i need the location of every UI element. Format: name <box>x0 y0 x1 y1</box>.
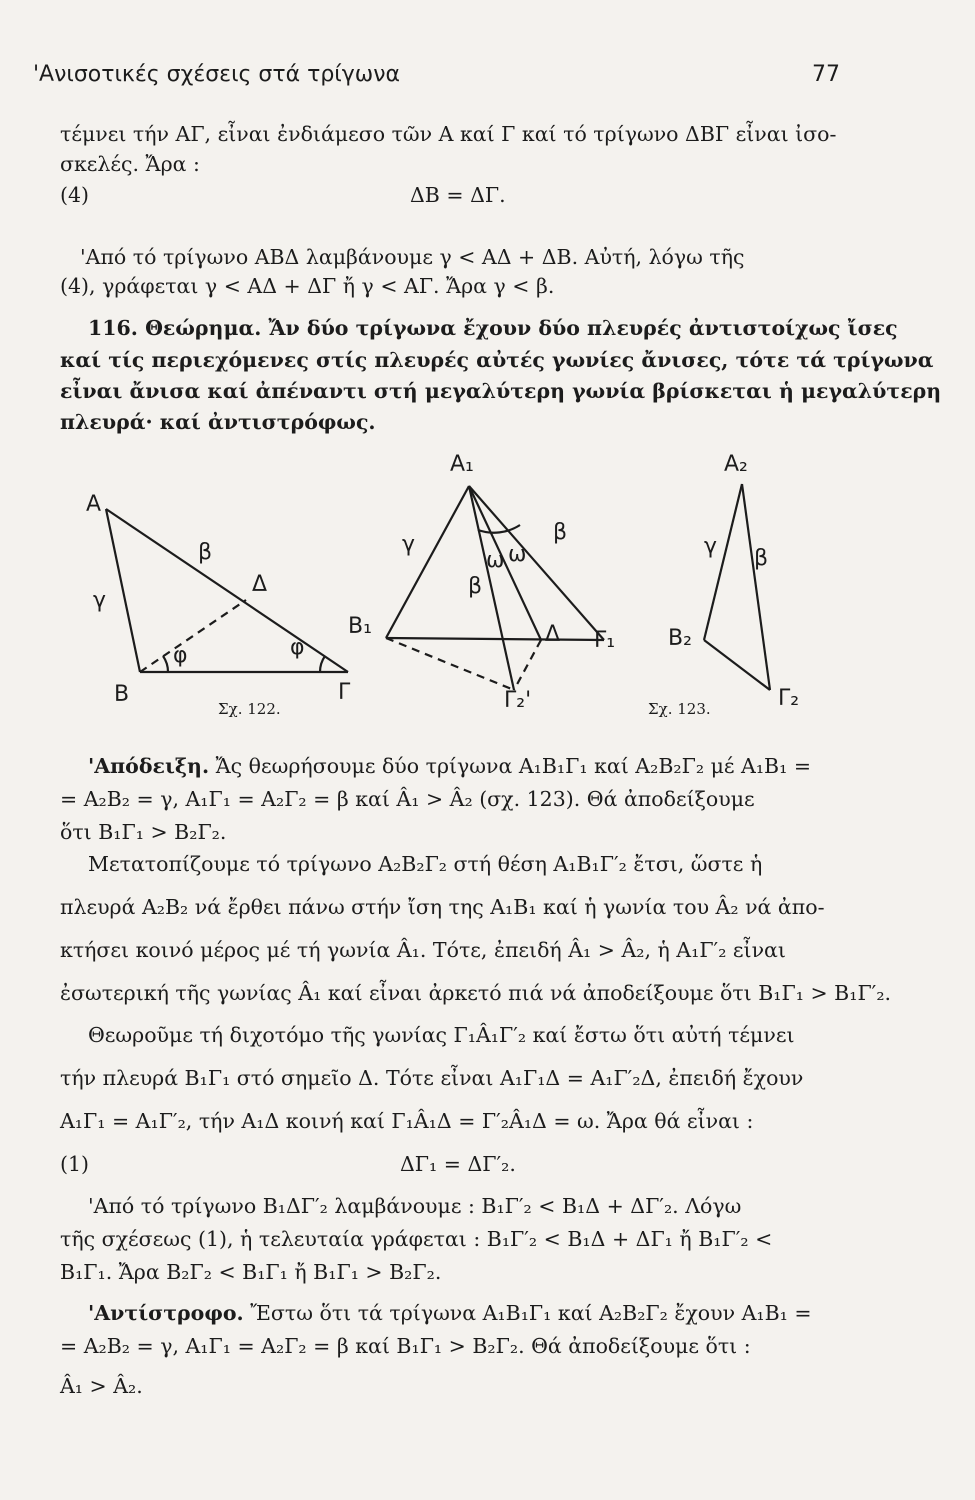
theorem-line-4: πλευρά· καί ἀντιστρόφως. <box>60 410 376 434</box>
converse-line-2: = Α₂Β₂ = γ, Α₁Γ₁ = Α₂Γ₂ = β καί Β₁Γ₁ > Β₂Γ₂. Θά ἀποδείξουμε ὅτι : <box>60 1334 751 1358</box>
proof-line-1 <box>88 756 811 777</box>
equation-1: ΔΓ₁ = ΔΓ′₂. <box>400 1152 516 1176</box>
fig123-dashed-B1G2p <box>386 638 514 690</box>
theorem-line-1-text: Ἄν δύο τρίγωνα ἔχουν δύο πλευρές ἀντιστοίχως ἴσες <box>268 316 898 340</box>
fig122-label-G: Γ <box>338 680 351 705</box>
converse-line-1-text: Ἔστω ὅτι τά τρίγωνα Α₁Β₁Γ₁ καί Α₂Β₂Γ₂ ἔχουν Α₁Β₁ = <box>250 1301 812 1325</box>
fig123-label-G2prime: Γ₂' <box>504 688 532 713</box>
proof-line-8: Θεωροῦμε τή διχοτόμο τῆς γωνίας Γ₁Â₁Γ′₂ καί ἔστω ὅτι αὐτή τέμνει <box>88 1023 795 1047</box>
proof-line-13: Β₁Γ₁. Ἄρα Β₂Γ₂ < Β₁Γ₁ ἤ Β₁Γ₁ > Β₂Γ₂. <box>60 1260 442 1284</box>
fig123-label-D: Δ <box>545 622 561 647</box>
intro-line-2: σκελές. Ἄρα : <box>60 152 200 176</box>
fig123-side-B2G2 <box>704 640 770 690</box>
proof-line-7: ἐσωτερική τῆς γωνίας Â₁ καί εἶναι ἀρκετό πιά νά ἀποδείξουμε ὅτι Β₁Γ₁ > Β₁Γ′₂. <box>60 981 892 1005</box>
fig123-label-gamma: γ <box>402 532 416 557</box>
proof-line-9: τήν πλευρά Β₁Γ₁ στό σημεῖο Δ. Τότε εἶναι Α₁Γ₁Δ = Α₁Γ′₂Δ, ἐπειδή ἔχουν <box>60 1066 804 1090</box>
intro-line-4: (4), γράφεται γ < ΑΔ + ΔΓ ἤ γ < ΑΓ. Ἄρα γ < β. <box>60 274 555 298</box>
fig122-label-D: Δ <box>252 572 268 597</box>
equation-4: ΔΒ = ΔΓ. <box>410 183 506 207</box>
intro-line-1: τέμνει τήν ΑΓ, εἶναι ἐνδιάμεσο τῶν Α καί Γ καί τό τρίγωνο ΔΒΓ εἶναι ἰσο- <box>60 122 837 146</box>
converse-line-1 <box>88 1303 812 1324</box>
converse-line-3: Â₁ > Â₂. <box>60 1374 143 1398</box>
proof-line-2: = Α₂Β₂ = γ, Α₁Γ₁ = Α₂Γ₂ = β καί Â₁ > Â₂ (σχ. 123). Θά ἀποδείξουμε <box>60 787 755 811</box>
intro-line-3: 'Από τό τρίγωνο ΑΒΔ λαμβάνουμε γ < ΑΔ + ΔΒ. Αὐτή, λόγω τῆς <box>80 245 745 269</box>
proof-line-3: ὅτι Β₁Γ₁ > Β₂Γ₂. <box>60 820 227 844</box>
equation-number-4: (4) <box>60 183 90 207</box>
equation-number-1: (1) <box>60 1152 90 1176</box>
theorem-heading: 116. Θεώρημα. <box>88 316 262 340</box>
proof-heading: 'Απόδειξη. <box>88 754 210 778</box>
fig123-side-A2B2 <box>704 484 742 640</box>
fig123-label-B2: Β₂ <box>668 626 692 651</box>
fig123-caption: Σχ. 123. <box>648 700 711 718</box>
fig122-label-B: Β <box>114 682 130 707</box>
proof-line-12: τῆς σχέσεως (1), ἡ τελευταία γράφεται : Β₁Γ′₂ < Β₁Δ + ΔΓ₁ ἤ Β₁Γ′₂ < <box>60 1227 773 1251</box>
fig123-label-G2: Γ₂ <box>778 686 800 711</box>
fig122-label-phi-G: φ <box>290 635 305 660</box>
fig123-side-A2G2 <box>742 484 770 690</box>
fig123-label-beta-right: β <box>754 546 769 571</box>
fig123-label-beta-inner: β <box>468 574 483 599</box>
fig123-label-A1: Α₁ <box>450 452 474 477</box>
proof-line-11: 'Από τό τρίγωνο Β₁ΔΓ′₂ λαμβάνουμε : Β₁Γ′₂ < Β₁Δ + ΔΓ′₂. Λόγω <box>88 1194 742 1218</box>
fig123-omega-arc <box>478 525 520 533</box>
fig123-label-gamma-right: γ <box>704 534 718 559</box>
fig122-label-gamma: γ <box>93 588 107 613</box>
page-number: 77 <box>812 62 840 87</box>
proof-line-6: κτήσει κοινό μέρος μέ τή γωνία Â₁. Τότε, ἐπειδή Â₁ > Â₂, ἡ Α₁Γ′₂ εἶναι <box>60 938 786 962</box>
running-head: 'Ανισοτικές σχέσεις στά τρίγωνα <box>33 62 400 87</box>
theorem-line-2: καί τίς περιεχόμενες στίς πλευρές αὐτές γωνίες ἄνισες, τότε τά τρίγωνα <box>60 348 934 372</box>
fig123-label-omega-1: ω <box>486 548 505 573</box>
fig123-label-G1: Γ₁ <box>594 628 616 653</box>
fig122-label-A: Α <box>86 492 102 517</box>
proof-line-1-text: Ἄς θεωρήσουμε δύο τρίγωνα Α₁Β₁Γ₁ καί Α₂Β₂Γ₂ μέ Α₁Β₁ = <box>215 754 812 778</box>
proof-line-10: Α₁Γ₁ = Α₁Γ′₂, τήν Α₁Δ κοινή καί Γ₁Â₁Δ = Γ′₂Â₁Δ = ω. Ἄρα θά εἶναι : <box>60 1109 754 1133</box>
proof-line-5: πλευρά Α₂Β₂ νά ἔρθει πάνω στήν ἴση της Α₁Β₁ καί ἡ γωνία του Â₂ νά ἀπο- <box>60 895 825 919</box>
fig123-dashed-DG2p <box>514 640 541 690</box>
fig123-label-B1: Β₁ <box>348 614 372 639</box>
fig123-side-A1B1 <box>386 486 469 638</box>
fig123-label-A2: Α₂ <box>724 452 748 477</box>
proof-line-4: Μετατοπίζουμε τό τρίγωνο Α₂Β₂Γ₂ στή θέση Α₁Β₁Γ′₂ ἔτσι, ὥστε ἡ <box>88 852 763 876</box>
fig122-caption: Σχ. 122. <box>218 700 281 718</box>
fig123-label-beta-top: β <box>553 520 568 545</box>
fig123-side-B1G1 <box>386 638 604 640</box>
fig122-label-beta: β <box>198 540 213 565</box>
fig123-label-omega-2: ω <box>508 542 527 567</box>
fig122-label-phi-B: φ <box>173 643 188 668</box>
fig123-bisector-A1D <box>469 486 541 640</box>
converse-heading: 'Αντίστροφο. <box>88 1301 244 1325</box>
theorem-line-3: εἶναι ἄνισα καί ἀπέναντι στή μεγαλύτερη γωνία βρίσκεται ἡ μεγαλύτερη <box>60 379 942 403</box>
